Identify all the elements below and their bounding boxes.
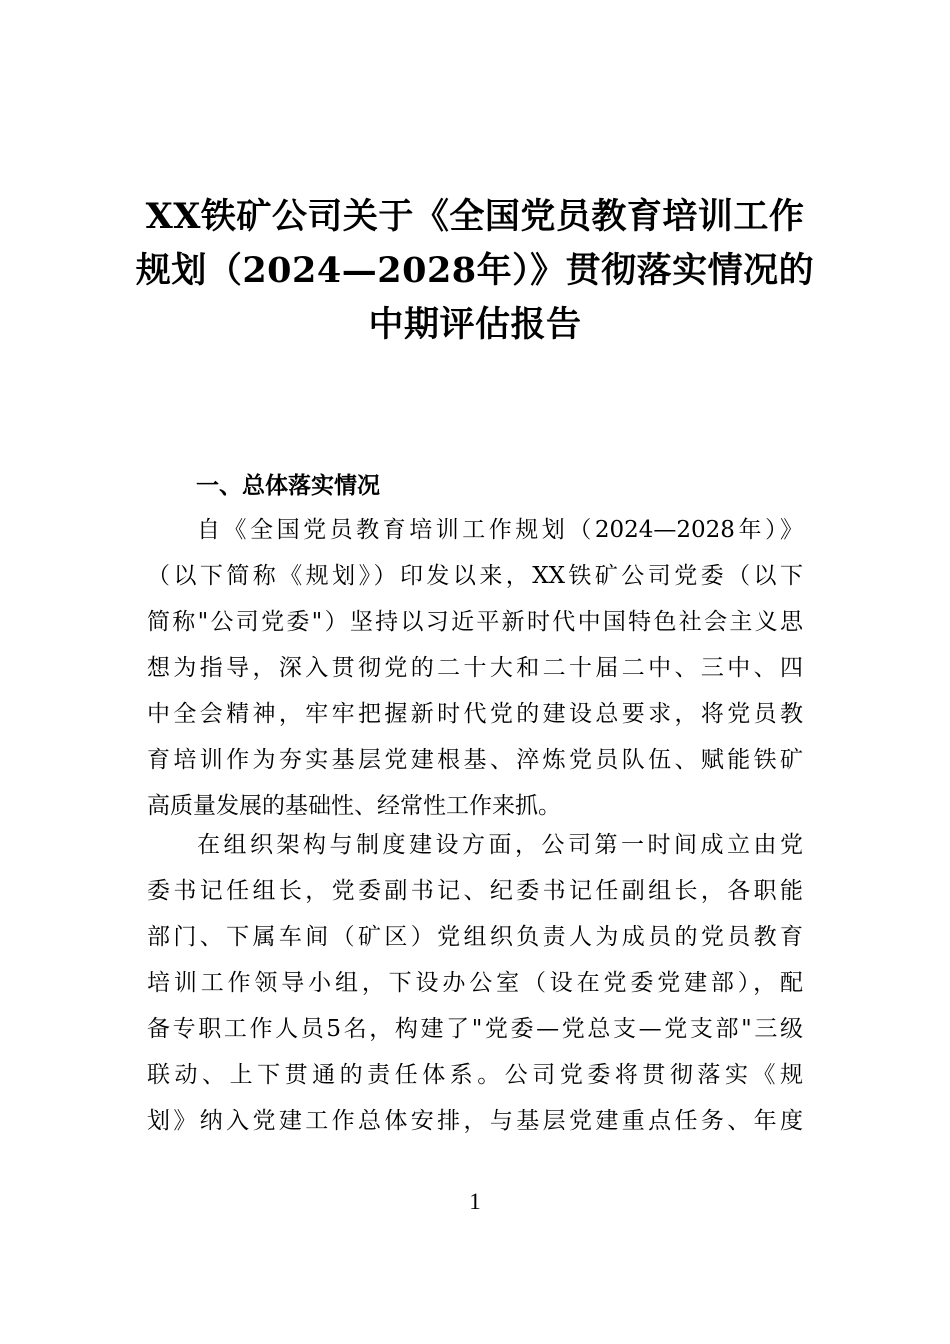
paragraph-line: 培训工作领导小组，下设办公室（设在党委党建部），配 (147, 970, 803, 996)
title-line-1: XX铁矿公司关于《全国党员教育培训工作 (145, 196, 805, 237)
paragraph-line: 部门、下属车间（矿区）党组织负责人为成员的党员教育 (147, 924, 803, 950)
paragraph-line: 想为指导，深入贯彻党的二十大和二十届二中、三中、四 (147, 655, 803, 681)
page-number: 1 (469, 1189, 481, 1214)
paragraph-line: 划》纳入党建工作总体安排，与基层党建重点任务、年度 (147, 1108, 803, 1134)
paragraph-line: 简称"公司党委"）坚持以习近平新时代中国特色社会主义思 (147, 609, 803, 635)
paragraph-line: 育培训作为夯实基层党建根基、淬炼党员队伍、赋能铁矿 (147, 747, 803, 773)
paragraph-line: 委书记任组长，党委副书记、纪委书记任副组长，各职能 (147, 878, 803, 904)
paragraph-line: 中全会精神，牢牢把握新时代党的建设总要求，将党员教 (147, 701, 803, 727)
title-line-3: 中期评估报告 (368, 304, 582, 345)
title-line-2: 规划（2024—2028年）》贯彻落实情况的 (135, 250, 815, 291)
paragraph-1 (147, 507, 803, 829)
paragraph-line: 联动、上下贯通的责任体系。公司党委将贯彻落实《规 (147, 1062, 803, 1088)
section-heading: 一、总体落实情况 (196, 473, 380, 499)
paragraph-line: 自《全国党员教育培训工作规划（2024—2028年）》 (197, 517, 803, 543)
paragraph-line: （以下简称《规划》）印发以来，XX铁矿公司党委（以下 (147, 563, 803, 589)
paragraph-line: 备专职工作人员5名，构建了"党委—党总支—党支部"三级 (147, 1016, 803, 1042)
paragraph-line: 高质量发展的基础性、经常性工作来抓。 (147, 793, 561, 819)
document-title (110, 190, 840, 352)
paragraph-2 (147, 822, 803, 1144)
paragraph-line: 在组织架构与制度建设方面，公司第一时间成立由党 (197, 832, 803, 858)
